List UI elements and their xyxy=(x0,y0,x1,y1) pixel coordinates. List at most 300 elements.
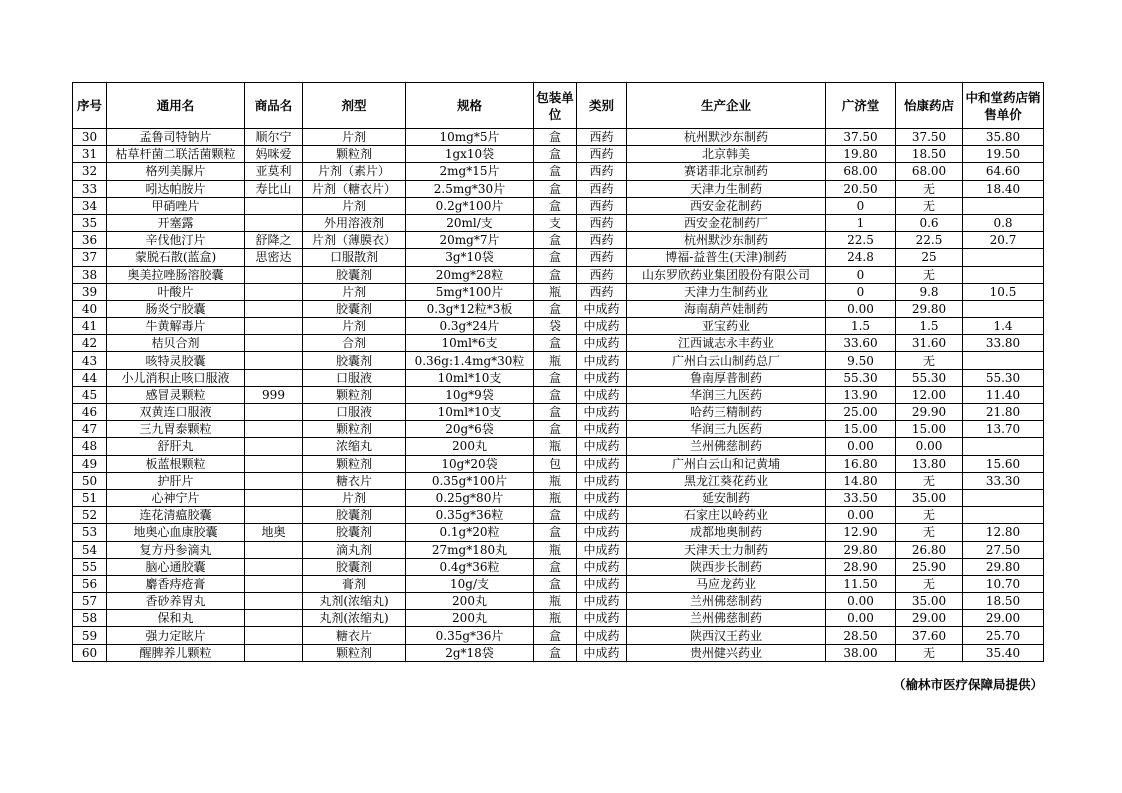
cell-index: 43 xyxy=(73,352,107,369)
col-header-category: 类别 xyxy=(577,83,627,129)
cell-price-yikang: 37.50 xyxy=(896,129,963,146)
cell-dosage-form: 口服液 xyxy=(303,404,406,421)
cell-brand-name xyxy=(245,438,303,455)
cell-brand-name xyxy=(245,197,303,214)
cell-price-guangjitang: 22.5 xyxy=(826,232,896,249)
cell-price-guangjitang: 14.80 xyxy=(826,472,896,489)
cell-package-unit: 瓶 xyxy=(534,593,577,610)
cell-category: 西药 xyxy=(577,249,627,266)
col-header-zhonghetang: 中和堂药店销售单价 xyxy=(963,83,1044,129)
cell-spec: 1gx10袋 xyxy=(406,146,534,163)
cell-price-yikang: 35.00 xyxy=(896,593,963,610)
cell-spec: 2g*18袋 xyxy=(406,644,534,661)
cell-price-yikang: 37.60 xyxy=(896,627,963,644)
table-row xyxy=(73,129,1044,146)
cell-price-zhonghetang xyxy=(963,266,1044,283)
table-row xyxy=(73,249,1044,266)
cell-price-guangjitang: 1 xyxy=(826,214,896,231)
cell-generic-name: 地奥心血康胶囊 xyxy=(107,524,245,541)
table-row xyxy=(73,421,1044,438)
table-row xyxy=(73,455,1044,472)
cell-price-zhonghetang: 25.70 xyxy=(963,627,1044,644)
cell-dosage-form: 片剂（素片） xyxy=(303,163,406,180)
col-header-guangjitang: 广济堂 xyxy=(826,83,896,129)
cell-spec: 200丸 xyxy=(406,610,534,627)
cell-category: 西药 xyxy=(577,214,627,231)
cell-generic-name: 舒肝丸 xyxy=(107,438,245,455)
cell-price-guangjitang: 29.80 xyxy=(826,541,896,558)
cell-price-yikang: 无 xyxy=(896,352,963,369)
cell-price-guangjitang: 0.00 xyxy=(826,507,896,524)
cell-index: 37 xyxy=(73,249,107,266)
cell-category: 中成药 xyxy=(577,404,627,421)
cell-price-guangjitang: 0.00 xyxy=(826,438,896,455)
cell-spec: 5mg*100片 xyxy=(406,283,534,300)
cell-package-unit: 盒 xyxy=(534,421,577,438)
cell-index: 59 xyxy=(73,627,107,644)
cell-price-yikang: 无 xyxy=(896,575,963,592)
cell-brand-name xyxy=(245,627,303,644)
cell-price-guangjitang: 13.90 xyxy=(826,386,896,403)
cell-brand-name xyxy=(245,610,303,627)
cell-manufacturer: 陕西汉王药业 xyxy=(627,627,826,644)
cell-price-yikang: 15.00 xyxy=(896,421,963,438)
table-row xyxy=(73,541,1044,558)
cell-price-guangjitang: 0 xyxy=(826,283,896,300)
cell-index: 44 xyxy=(73,369,107,386)
cell-brand-name xyxy=(245,318,303,335)
cell-price-guangjitang: 0.00 xyxy=(826,610,896,627)
cell-package-unit: 盒 xyxy=(534,524,577,541)
cell-category: 西药 xyxy=(577,197,627,214)
cell-manufacturer: 亚宝药业 xyxy=(627,318,826,335)
cell-index: 41 xyxy=(73,318,107,335)
cell-category: 中成药 xyxy=(577,335,627,352)
cell-price-guangjitang: 28.90 xyxy=(826,558,896,575)
cell-generic-name: 牛黄解毒片 xyxy=(107,318,245,335)
cell-price-guangjitang: 20.50 xyxy=(826,180,896,197)
cell-package-unit: 盒 xyxy=(534,507,577,524)
cell-brand-name xyxy=(245,644,303,661)
cell-dosage-form: 浓缩丸 xyxy=(303,438,406,455)
cell-price-zhonghetang: 33.80 xyxy=(963,335,1044,352)
cell-category: 中成药 xyxy=(577,610,627,627)
cell-spec: 0.4g*36粒 xyxy=(406,558,534,575)
cell-index: 54 xyxy=(73,541,107,558)
cell-index: 30 xyxy=(73,129,107,146)
cell-price-zhonghetang: 35.40 xyxy=(963,644,1044,661)
cell-index: 31 xyxy=(73,146,107,163)
table-row xyxy=(73,300,1044,317)
table-row xyxy=(73,335,1044,352)
cell-index: 35 xyxy=(73,214,107,231)
cell-package-unit: 盒 xyxy=(534,404,577,421)
cell-price-yikang: 无 xyxy=(896,197,963,214)
cell-index: 50 xyxy=(73,472,107,489)
cell-manufacturer: 石家庄以岭药业 xyxy=(627,507,826,524)
cell-manufacturer: 杭州默沙东制药 xyxy=(627,129,826,146)
cell-dosage-form: 片剂 xyxy=(303,489,406,506)
cell-dosage-form: 丸剂(浓缩丸) xyxy=(303,610,406,627)
cell-price-yikang: 无 xyxy=(896,472,963,489)
cell-dosage-form: 滴丸剂 xyxy=(303,541,406,558)
cell-spec: 27mg*180丸 xyxy=(406,541,534,558)
table-row xyxy=(73,283,1044,300)
cell-spec: 10ml*10支 xyxy=(406,369,534,386)
table-row xyxy=(73,163,1044,180)
cell-price-guangjitang: 0.00 xyxy=(826,300,896,317)
cell-category: 中成药 xyxy=(577,386,627,403)
cell-price-guangjitang: 1.5 xyxy=(826,318,896,335)
cell-category: 西药 xyxy=(577,266,627,283)
table-body xyxy=(73,129,1044,662)
cell-price-zhonghetang: 1.4 xyxy=(963,318,1044,335)
table-row xyxy=(73,593,1044,610)
table-row xyxy=(73,214,1044,231)
cell-brand-name xyxy=(245,558,303,575)
cell-price-zhonghetang xyxy=(963,507,1044,524)
cell-category: 中成药 xyxy=(577,593,627,610)
cell-generic-name: 麝香痔疮膏 xyxy=(107,575,245,592)
cell-spec: 10g*9袋 xyxy=(406,386,534,403)
cell-package-unit: 盒 xyxy=(534,386,577,403)
col-header-generic-name: 通用名 xyxy=(107,83,245,129)
cell-generic-name: 开塞露 xyxy=(107,214,245,231)
cell-generic-name: 脑心通胶囊 xyxy=(107,558,245,575)
cell-price-yikang: 无 xyxy=(896,644,963,661)
cell-package-unit: 瓶 xyxy=(534,283,577,300)
cell-price-zhonghetang: 33.30 xyxy=(963,472,1044,489)
cell-generic-name: 孟鲁司特钠片 xyxy=(107,129,245,146)
cell-brand-name xyxy=(245,507,303,524)
cell-package-unit: 盒 xyxy=(534,146,577,163)
cell-price-yikang: 无 xyxy=(896,524,963,541)
cell-dosage-form: 膏剂 xyxy=(303,575,406,592)
table-row xyxy=(73,489,1044,506)
cell-dosage-form: 片剂（糖衣片） xyxy=(303,180,406,197)
cell-generic-name: 吲达帕胺片 xyxy=(107,180,245,197)
cell-spec: 0.35g*36片 xyxy=(406,627,534,644)
cell-dosage-form: 颗粒剂 xyxy=(303,421,406,438)
cell-manufacturer: 华润三九医药 xyxy=(627,386,826,403)
cell-spec: 0.3g*12粒*3板 xyxy=(406,300,534,317)
table-row xyxy=(73,197,1044,214)
cell-price-yikang: 0.00 xyxy=(896,438,963,455)
cell-price-guangjitang: 12.90 xyxy=(826,524,896,541)
cell-brand-name xyxy=(245,266,303,283)
cell-spec: 10g/支 xyxy=(406,575,534,592)
cell-price-yikang: 35.00 xyxy=(896,489,963,506)
cell-index: 32 xyxy=(73,163,107,180)
cell-manufacturer: 成都地奥制药 xyxy=(627,524,826,541)
table-row xyxy=(73,524,1044,541)
cell-dosage-form: 糖衣片 xyxy=(303,472,406,489)
cell-brand-name: 寿比山 xyxy=(245,180,303,197)
cell-price-yikang: 25.90 xyxy=(896,558,963,575)
cell-index: 53 xyxy=(73,524,107,541)
cell-price-yikang: 9.8 xyxy=(896,283,963,300)
cell-index: 49 xyxy=(73,455,107,472)
cell-spec: 3g*10袋 xyxy=(406,249,534,266)
cell-index: 40 xyxy=(73,300,107,317)
cell-category: 中成药 xyxy=(577,541,627,558)
cell-index: 42 xyxy=(73,335,107,352)
cell-package-unit: 盒 xyxy=(534,232,577,249)
cell-brand-name xyxy=(245,369,303,386)
cell-category: 西药 xyxy=(577,146,627,163)
cell-category: 西药 xyxy=(577,163,627,180)
cell-generic-name: 桔贝合剂 xyxy=(107,335,245,352)
cell-package-unit: 瓶 xyxy=(534,541,577,558)
cell-manufacturer: 博福-益普生(天津)制药 xyxy=(627,249,826,266)
cell-generic-name: 三九胃泰颗粒 xyxy=(107,421,245,438)
cell-manufacturer: 鲁南厚普制药 xyxy=(627,369,826,386)
cell-price-yikang: 12.00 xyxy=(896,386,963,403)
cell-package-unit: 瓶 xyxy=(534,472,577,489)
cell-brand-name: 舒降之 xyxy=(245,232,303,249)
cell-package-unit: 盒 xyxy=(534,300,577,317)
table-row xyxy=(73,472,1044,489)
cell-manufacturer: 西安金花制药 xyxy=(627,197,826,214)
cell-generic-name: 蒙脱石散(蓝盒) xyxy=(107,249,245,266)
drug-price-table xyxy=(72,82,1044,662)
cell-price-guangjitang: 38.00 xyxy=(826,644,896,661)
cell-category: 西药 xyxy=(577,232,627,249)
cell-dosage-form: 片剂 xyxy=(303,129,406,146)
cell-dosage-form: 片剂 xyxy=(303,318,406,335)
cell-generic-name: 双黄连口服液 xyxy=(107,404,245,421)
cell-generic-name: 保和丸 xyxy=(107,610,245,627)
cell-index: 52 xyxy=(73,507,107,524)
cell-price-yikang: 13.80 xyxy=(896,455,963,472)
cell-brand-name xyxy=(245,593,303,610)
cell-brand-name xyxy=(245,489,303,506)
cell-package-unit: 盒 xyxy=(534,249,577,266)
cell-manufacturer: 广州白云山和记黄埔 xyxy=(627,455,826,472)
cell-package-unit: 袋 xyxy=(534,318,577,335)
cell-manufacturer: 天津力生制药 xyxy=(627,180,826,197)
cell-manufacturer: 广州白云山制药总厂 xyxy=(627,352,826,369)
cell-manufacturer: 陕西步长制药 xyxy=(627,558,826,575)
cell-price-yikang: 68.00 xyxy=(896,163,963,180)
cell-manufacturer: 兰州佛慈制药 xyxy=(627,593,826,610)
cell-price-zhonghetang xyxy=(963,438,1044,455)
cell-package-unit: 盒 xyxy=(534,163,577,180)
cell-dosage-form: 颗粒剂 xyxy=(303,455,406,472)
cell-dosage-form: 胶囊剂 xyxy=(303,300,406,317)
cell-price-zhonghetang xyxy=(963,489,1044,506)
cell-price-guangjitang: 19.80 xyxy=(826,146,896,163)
cell-category: 中成药 xyxy=(577,300,627,317)
cell-price-yikang: 25 xyxy=(896,249,963,266)
cell-brand-name xyxy=(245,455,303,472)
cell-index: 34 xyxy=(73,197,107,214)
cell-dosage-form: 丸剂(浓缩丸) xyxy=(303,593,406,610)
cell-brand-name xyxy=(245,404,303,421)
cell-price-guangjitang: 33.50 xyxy=(826,489,896,506)
cell-dosage-form: 片剂 xyxy=(303,197,406,214)
cell-generic-name: 醒脾养儿颗粒 xyxy=(107,644,245,661)
cell-manufacturer: 江西诚志永丰药业 xyxy=(627,335,826,352)
cell-manufacturer: 天津力生制药业 xyxy=(627,283,826,300)
cell-generic-name: 香砂养胃丸 xyxy=(107,593,245,610)
cell-dosage-form: 颗粒剂 xyxy=(303,644,406,661)
table-row xyxy=(73,627,1044,644)
cell-manufacturer: 兰州佛慈制药 xyxy=(627,438,826,455)
cell-category: 中成药 xyxy=(577,438,627,455)
cell-brand-name: 999 xyxy=(245,386,303,403)
cell-price-guangjitang: 0.00 xyxy=(826,593,896,610)
cell-manufacturer: 延安制药 xyxy=(627,489,826,506)
cell-brand-name xyxy=(245,300,303,317)
cell-spec: 2.5mg*30片 xyxy=(406,180,534,197)
col-header-manufacturer: 生产企业 xyxy=(627,83,826,129)
cell-price-zhonghetang: 21.80 xyxy=(963,404,1044,421)
cell-generic-name: 复方丹参滴丸 xyxy=(107,541,245,558)
table-row xyxy=(73,575,1044,592)
cell-category: 中成药 xyxy=(577,455,627,472)
cell-spec: 0.36g:1.4mg*30粒 xyxy=(406,352,534,369)
col-header-yikang: 怡康药店 xyxy=(896,83,963,129)
cell-dosage-form: 胶囊剂 xyxy=(303,352,406,369)
cell-brand-name xyxy=(245,352,303,369)
cell-spec: 200丸 xyxy=(406,593,534,610)
cell-price-zhonghetang: 64.60 xyxy=(963,163,1044,180)
cell-package-unit: 瓶 xyxy=(534,610,577,627)
cell-spec: 0.35g*100片 xyxy=(406,472,534,489)
table-row xyxy=(73,318,1044,335)
cell-package-unit: 盒 xyxy=(534,180,577,197)
cell-manufacturer: 西安金花制药厂 xyxy=(627,214,826,231)
cell-dosage-form: 外用溶液剂 xyxy=(303,214,406,231)
cell-manufacturer: 华润三九医药 xyxy=(627,421,826,438)
cell-dosage-form: 颗粒剂 xyxy=(303,146,406,163)
cell-spec: 2mg*15片 xyxy=(406,163,534,180)
col-header-dosage-form: 剂型 xyxy=(303,83,406,129)
cell-price-guangjitang: 16.80 xyxy=(826,455,896,472)
cell-dosage-form: 胶囊剂 xyxy=(303,558,406,575)
cell-price-zhonghetang: 13.70 xyxy=(963,421,1044,438)
cell-category: 中成药 xyxy=(577,369,627,386)
cell-generic-name: 强力定眩片 xyxy=(107,627,245,644)
cell-category: 中成药 xyxy=(577,644,627,661)
cell-price-yikang: 31.60 xyxy=(896,335,963,352)
table-row xyxy=(73,146,1044,163)
cell-manufacturer: 山东罗欣药业集团股份有限公司 xyxy=(627,266,826,283)
cell-price-yikang: 0.6 xyxy=(896,214,963,231)
cell-category: 西药 xyxy=(577,180,627,197)
cell-brand-name: 妈咪爱 xyxy=(245,146,303,163)
cell-category: 中成药 xyxy=(577,318,627,335)
cell-price-guangjitang: 28.50 xyxy=(826,627,896,644)
cell-package-unit: 盒 xyxy=(534,575,577,592)
cell-category: 中成药 xyxy=(577,524,627,541)
cell-spec: 10ml*6支 xyxy=(406,335,534,352)
cell-spec: 0.1g*20粒 xyxy=(406,524,534,541)
cell-brand-name xyxy=(245,335,303,352)
cell-spec: 0.25g*80片 xyxy=(406,489,534,506)
cell-spec: 20g*6袋 xyxy=(406,421,534,438)
cell-price-zhonghetang: 29.80 xyxy=(963,558,1044,575)
cell-index: 57 xyxy=(73,593,107,610)
cell-category: 中成药 xyxy=(577,575,627,592)
table-row xyxy=(73,644,1044,661)
cell-brand-name: 思密达 xyxy=(245,249,303,266)
table-row xyxy=(73,558,1044,575)
cell-price-guangjitang: 37.50 xyxy=(826,129,896,146)
cell-index: 33 xyxy=(73,180,107,197)
cell-package-unit: 支 xyxy=(534,214,577,231)
cell-package-unit: 盒 xyxy=(534,644,577,661)
table-row xyxy=(73,507,1044,524)
table-header-row xyxy=(73,83,1044,129)
cell-spec: 20ml/支 xyxy=(406,214,534,231)
cell-generic-name: 辛伐他汀片 xyxy=(107,232,245,249)
cell-dosage-form: 胶囊剂 xyxy=(303,524,406,541)
cell-dosage-form: 合剂 xyxy=(303,335,406,352)
cell-package-unit: 盒 xyxy=(534,369,577,386)
cell-price-zhonghetang xyxy=(963,197,1044,214)
cell-price-yikang: 26.80 xyxy=(896,541,963,558)
cell-index: 39 xyxy=(73,283,107,300)
cell-price-guangjitang: 11.50 xyxy=(826,575,896,592)
cell-price-zhonghetang: 29.00 xyxy=(963,610,1044,627)
cell-price-guangjitang: 55.30 xyxy=(826,369,896,386)
cell-price-zhonghetang: 55.30 xyxy=(963,369,1044,386)
cell-category: 西药 xyxy=(577,129,627,146)
cell-dosage-form: 胶囊剂 xyxy=(303,507,406,524)
cell-price-zhonghetang: 11.40 xyxy=(963,386,1044,403)
cell-price-zhonghetang: 35.80 xyxy=(963,129,1044,146)
cell-spec: 200丸 xyxy=(406,438,534,455)
cell-price-yikang: 29.90 xyxy=(896,404,963,421)
col-header-package-unit: 包装单位 xyxy=(534,83,577,129)
cell-index: 48 xyxy=(73,438,107,455)
cell-price-guangjitang: 0 xyxy=(826,266,896,283)
cell-brand-name: 地奥 xyxy=(245,524,303,541)
cell-package-unit: 瓶 xyxy=(534,489,577,506)
cell-price-zhonghetang: 10.5 xyxy=(963,283,1044,300)
cell-category: 中成药 xyxy=(577,352,627,369)
cell-spec: 10ml*10支 xyxy=(406,404,534,421)
cell-dosage-form: 片剂（薄膜衣） xyxy=(303,232,406,249)
cell-price-zhonghetang xyxy=(963,249,1044,266)
col-header-index: 序号 xyxy=(73,83,107,129)
cell-spec: 20mg*28粒 xyxy=(406,266,534,283)
cell-price-yikang: 1.5 xyxy=(896,318,963,335)
cell-price-zhonghetang: 12.80 xyxy=(963,524,1044,541)
cell-price-zhonghetang: 10.70 xyxy=(963,575,1044,592)
cell-index: 56 xyxy=(73,575,107,592)
cell-generic-name: 连花清瘟胶囊 xyxy=(107,507,245,524)
table-row xyxy=(73,386,1044,403)
cell-generic-name: 格列美脲片 xyxy=(107,163,245,180)
cell-generic-name: 奥美拉唑肠溶胶囊 xyxy=(107,266,245,283)
cell-price-zhonghetang: 20.7 xyxy=(963,232,1044,249)
cell-price-yikang: 无 xyxy=(896,266,963,283)
cell-price-zhonghetang: 18.40 xyxy=(963,180,1044,197)
cell-manufacturer: 黑龙江葵花药业 xyxy=(627,472,826,489)
cell-index: 55 xyxy=(73,558,107,575)
col-header-brand-name: 商品名 xyxy=(245,83,303,129)
cell-brand-name: 顺尔宁 xyxy=(245,129,303,146)
cell-spec: 0.3g*24片 xyxy=(406,318,534,335)
cell-category: 中成药 xyxy=(577,627,627,644)
cell-package-unit: 包 xyxy=(534,455,577,472)
cell-index: 36 xyxy=(73,232,107,249)
cell-price-yikang: 18.50 xyxy=(896,146,963,163)
cell-dosage-form: 片剂 xyxy=(303,283,406,300)
